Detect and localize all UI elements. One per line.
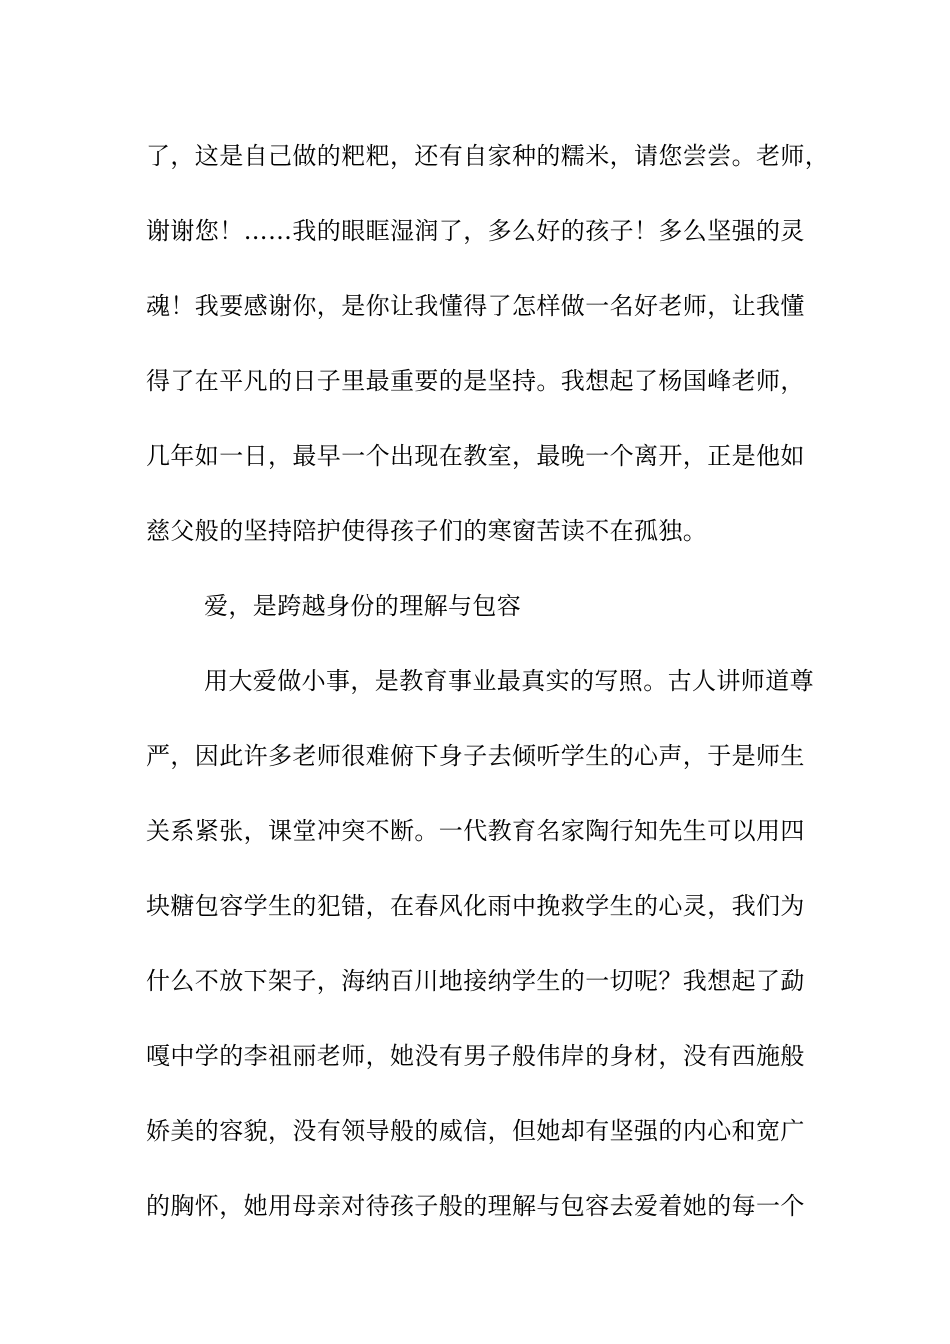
text-line: 的胸怀，她用母亲对待孩子般的理解与包容去爱着她的每一个	[146, 1192, 805, 1220]
text-line: 娇美的容貌，没有领导般的威信，但她却有坚强的内心和宽广	[146, 1117, 805, 1145]
text-line: 几年如一日，最早一个出现在教室，最晚一个离开，正是他如	[146, 442, 805, 470]
text-line: 谢谢您！……我的眼眶湿润了，多么好的孩子！多么坚强的灵	[146, 217, 805, 245]
document-body	[146, 128, 830, 1253]
section-heading: 爱，是跨越身份的理解与包容	[204, 592, 522, 620]
text-line: 了，这是自己做的粑粑，还有自家种的糯米，请您尝尝。老师，	[146, 142, 830, 170]
text-line: 用大爱做小事，是教育事业最真实的写照。古人讲师道尊	[204, 667, 814, 695]
text-line: 什么不放下架子，海纳百川地接纳学生的一切呢？我想起了勐	[146, 967, 805, 995]
text-line: 关系紧张，课堂冲突不断。一代教育名家陶行知先生可以用四	[146, 817, 805, 845]
text-line: 嘎中学的李祖丽老师，她没有男子般伟岸的身材，没有西施般	[146, 1042, 805, 1070]
text-line: 严，因此许多老师很难俯下身子去倾听学生的心声，于是师生	[146, 742, 805, 770]
text-line: 得了在平凡的日子里最重要的是坚持。我想起了杨国峰老师，	[146, 367, 805, 395]
text-line: 魂！我要感谢你，是你让我懂得了怎样做一名好老师，让我懂	[146, 292, 805, 320]
text-line: 块糖包容学生的犯错，在春风化雨中挽救学生的心灵，我们为	[146, 892, 805, 920]
text-line: 慈父般的坚持陪护使得孩子们的寒窗苦读不在孤独。	[146, 517, 708, 545]
